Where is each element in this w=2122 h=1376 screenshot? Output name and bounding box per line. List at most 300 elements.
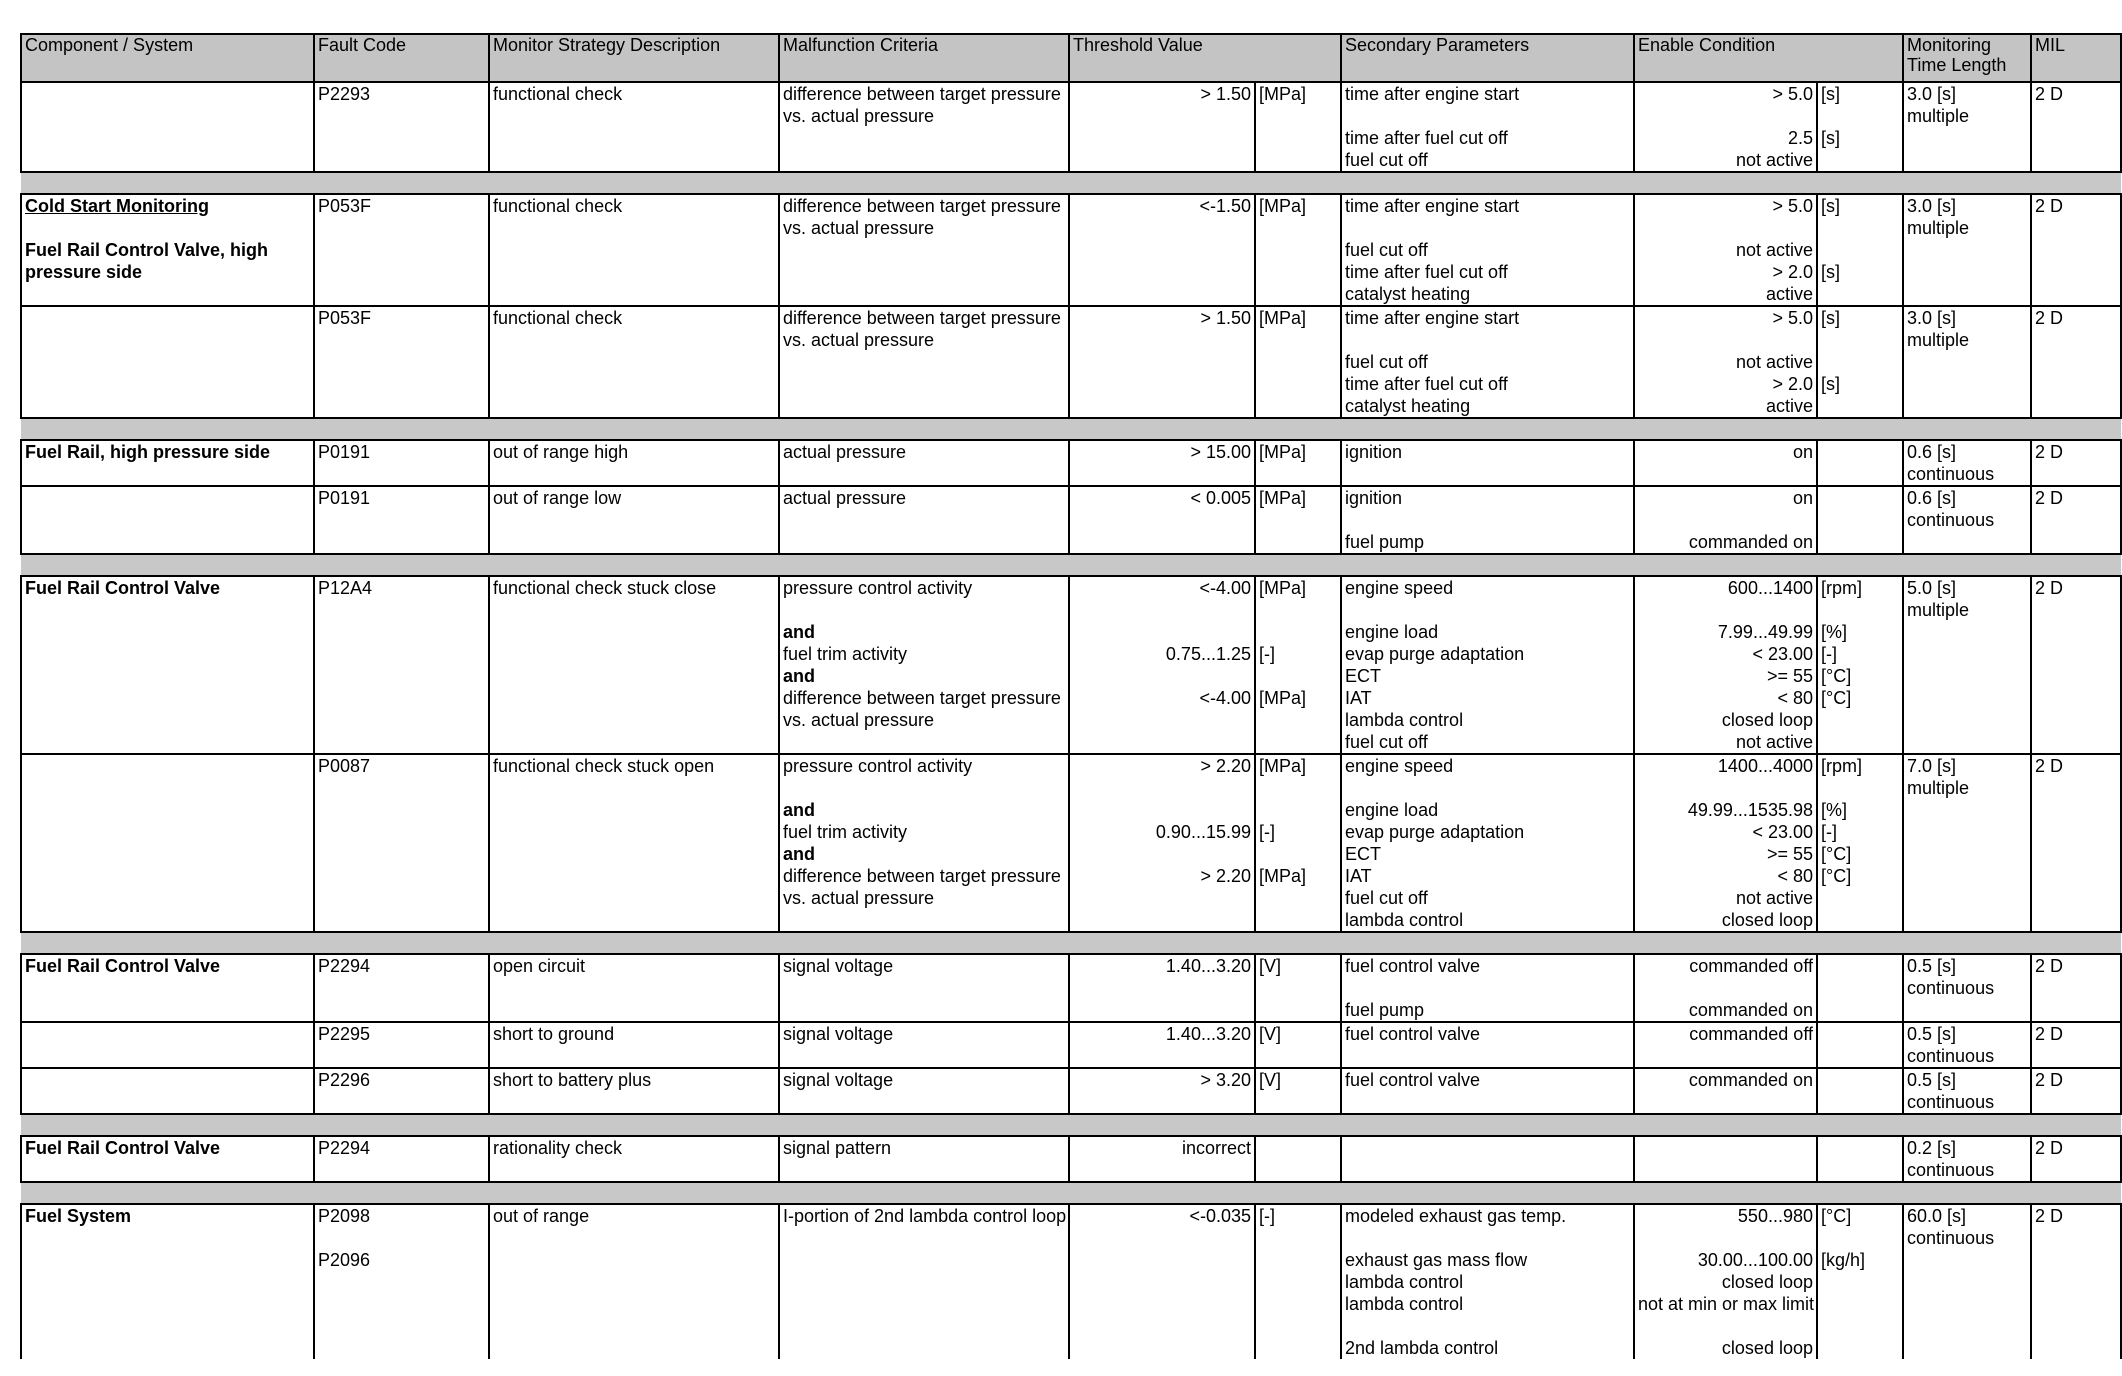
threshold-unit-cell	[1255, 1227, 1341, 1249]
separator-cell	[21, 554, 2121, 576]
mil-cell	[2031, 821, 2121, 843]
table-row	[21, 643, 2121, 665]
strategy-cell	[489, 621, 779, 643]
table-row	[21, 194, 2121, 217]
secondary-parameter-cell: IAT	[1341, 865, 1634, 887]
secondary-parameter-cell	[1341, 599, 1634, 621]
component-cell	[21, 665, 314, 687]
enable-value-cell: 7.99...49.99	[1634, 621, 1817, 643]
malfunction-cell: and	[779, 799, 1069, 821]
threshold-value-cell	[1069, 777, 1255, 799]
fault-code-cell	[314, 1045, 489, 1068]
component-cell	[21, 709, 314, 731]
strategy-cell	[489, 777, 779, 799]
strategy-cell	[489, 1315, 779, 1337]
enable-unit-cell	[1817, 1022, 1903, 1045]
component-cell	[21, 463, 314, 486]
threshold-value-cell: <-0.035	[1069, 1204, 1255, 1227]
monitoring-time-cell: 0.5 [s]	[1903, 1022, 2031, 1045]
fault-code-cell	[314, 1315, 489, 1337]
threshold-unit-cell	[1255, 887, 1341, 909]
strategy-cell	[489, 1249, 779, 1271]
secondary-parameter-cell	[1341, 1227, 1634, 1249]
mil-cell: 2 D	[2031, 306, 2121, 329]
secondary-parameter-cell: 2nd lambda control	[1341, 1337, 1634, 1359]
enable-value-cell: not active	[1634, 731, 1817, 754]
threshold-value-cell: 1.40...3.20	[1069, 1022, 1255, 1045]
enable-unit-cell	[1817, 909, 1903, 932]
mil-cell: 2 D	[2031, 194, 2121, 217]
threshold-value-cell	[1069, 217, 1255, 239]
header-enable: Enable Condition	[1634, 34, 1903, 82]
threshold-unit-cell: [MPa]	[1255, 440, 1341, 463]
threshold-value-cell	[1069, 105, 1255, 127]
secondary-parameter-cell	[1341, 777, 1634, 799]
secondary-parameter-cell: lambda control	[1341, 1293, 1634, 1315]
threshold-value-cell	[1069, 1159, 1255, 1182]
mil-cell	[2031, 1227, 2121, 1249]
strategy-cell: short to battery plus	[489, 1068, 779, 1091]
fault-code-cell	[314, 665, 489, 687]
table-row	[21, 283, 2121, 306]
strategy-cell: functional check	[489, 194, 779, 217]
enable-value-cell: not active	[1634, 239, 1817, 261]
threshold-unit-cell: [MPa]	[1255, 306, 1341, 329]
strategy-cell	[489, 909, 779, 932]
monitoring-time-cell	[1903, 887, 2031, 909]
mil-cell	[2031, 665, 2121, 687]
threshold-unit-cell	[1255, 329, 1341, 351]
malfunction-cell	[779, 1271, 1069, 1293]
malfunction-cell: and	[779, 843, 1069, 865]
secondary-parameter-cell: lambda control	[1341, 1271, 1634, 1293]
threshold-unit-cell: [V]	[1255, 1022, 1341, 1045]
component-cell	[21, 1091, 314, 1114]
table-row	[21, 1204, 2121, 1227]
malfunction-cell	[779, 999, 1069, 1022]
table-row	[21, 709, 2121, 731]
enable-value-cell: active	[1634, 395, 1817, 418]
table-row	[21, 261, 2121, 283]
component-cell	[21, 127, 314, 149]
fault-code-cell	[314, 909, 489, 932]
monitoring-time-cell: continuous	[1903, 1159, 2031, 1182]
threshold-value-cell	[1069, 395, 1255, 418]
monitoring-time-cell: multiple	[1903, 217, 2031, 239]
mil-cell: 2 D	[2031, 1068, 2121, 1091]
component-cell	[21, 329, 314, 351]
fault-code-cell: P12A4	[314, 576, 489, 599]
component-cell	[21, 599, 314, 621]
fault-code-cell	[314, 599, 489, 621]
header-component: Component / System	[21, 34, 314, 82]
component-cell	[21, 149, 314, 172]
separator-cell	[21, 172, 2121, 194]
monitoring-time-cell	[1903, 283, 2031, 306]
component-cell: Fuel Rail Control Valve, high	[21, 239, 314, 261]
enable-value-cell: < 23.00	[1634, 821, 1817, 843]
monitoring-time-cell	[1903, 621, 2031, 643]
enable-unit-cell	[1817, 239, 1903, 261]
threshold-value-cell	[1069, 373, 1255, 395]
fault-code-cell	[314, 999, 489, 1022]
malfunction-cell: difference between target pressure	[779, 687, 1069, 709]
threshold-value-cell: > 3.20	[1069, 1068, 1255, 1091]
threshold-unit-cell	[1255, 261, 1341, 283]
monitoring-time-cell: continuous	[1903, 977, 2031, 999]
enable-value-cell: > 5.0	[1634, 194, 1817, 217]
table-row	[21, 217, 2121, 239]
monitoring-time-cell	[1903, 261, 2031, 283]
monitoring-time-cell: multiple	[1903, 329, 2031, 351]
threshold-unit-cell	[1255, 463, 1341, 486]
component-cell	[21, 283, 314, 306]
mil-cell: 2 D	[2031, 440, 2121, 463]
enable-unit-cell	[1817, 149, 1903, 172]
enable-unit-cell	[1817, 463, 1903, 486]
monitoring-time-cell	[1903, 395, 2031, 418]
mil-cell	[2031, 909, 2121, 932]
fault-code-cell	[314, 149, 489, 172]
mil-cell	[2031, 731, 2121, 754]
secondary-parameter-cell: ECT	[1341, 843, 1634, 865]
threshold-value-cell: > 1.50	[1069, 82, 1255, 105]
threshold-value-cell	[1069, 1293, 1255, 1315]
malfunction-cell: I-portion of 2nd lambda control loop	[779, 1204, 1069, 1227]
secondary-parameter-cell	[1341, 463, 1634, 486]
mil-cell: 2 D	[2031, 1136, 2121, 1159]
threshold-unit-cell	[1255, 1159, 1341, 1182]
threshold-unit-cell	[1255, 1293, 1341, 1315]
table-row	[21, 1045, 2121, 1068]
enable-value-cell	[1634, 777, 1817, 799]
strategy-cell	[489, 799, 779, 821]
enable-value-cell	[1634, 1315, 1817, 1337]
component-cell	[21, 1022, 314, 1045]
mil-cell	[2031, 395, 2121, 418]
enable-unit-cell	[1817, 1136, 1903, 1159]
enable-unit-cell: [°C]	[1817, 1204, 1903, 1227]
enable-unit-cell: [%]	[1817, 799, 1903, 821]
monitoring-time-cell	[1903, 709, 2031, 731]
threshold-unit-cell	[1255, 395, 1341, 418]
secondary-parameter-cell: fuel pump	[1341, 999, 1634, 1022]
threshold-value-cell: 1.40...3.20	[1069, 954, 1255, 977]
header-monitoring	[1903, 34, 2031, 82]
enable-value-cell: 1400...4000	[1634, 754, 1817, 777]
enable-value-cell	[1634, 599, 1817, 621]
monitoring-time-cell: multiple	[1903, 105, 2031, 127]
enable-value-cell: commanded off	[1634, 1022, 1817, 1045]
enable-unit-cell	[1817, 329, 1903, 351]
enable-value-cell: commanded off	[1634, 954, 1817, 977]
malfunction-cell: vs. actual pressure	[779, 105, 1069, 127]
secondary-parameter-cell: time after fuel cut off	[1341, 261, 1634, 283]
enable-unit-cell: [°C]	[1817, 665, 1903, 687]
malfunction-cell	[779, 509, 1069, 531]
threshold-value-cell: < 0.005	[1069, 486, 1255, 509]
malfunction-cell: fuel trim activity	[779, 643, 1069, 665]
fault-code-cell	[314, 821, 489, 843]
secondary-parameter-cell: time after fuel cut off	[1341, 127, 1634, 149]
secondary-parameter-cell: engine load	[1341, 799, 1634, 821]
threshold-value-cell	[1069, 599, 1255, 621]
fault-code-cell: P2098	[314, 1204, 489, 1227]
header-strategy: Monitor Strategy Description	[489, 34, 779, 82]
table-row	[21, 486, 2121, 509]
mil-cell	[2031, 599, 2121, 621]
enable-unit-cell: [-]	[1817, 821, 1903, 843]
mil-cell	[2031, 1315, 2121, 1337]
component-cell	[21, 977, 314, 999]
enable-value-cell	[1634, 1091, 1817, 1114]
component-cell	[21, 687, 314, 709]
enable-unit-cell: [s]	[1817, 373, 1903, 395]
enable-unit-cell	[1817, 531, 1903, 554]
fault-code-cell	[314, 261, 489, 283]
component-cell	[21, 486, 314, 509]
component-cell	[21, 1249, 314, 1271]
enable-value-cell	[1634, 1045, 1817, 1068]
monitoring-time-cell	[1903, 643, 2031, 665]
threshold-unit-cell	[1255, 843, 1341, 865]
secondary-parameter-cell: lambda control	[1341, 909, 1634, 932]
fault-code-cell	[314, 1227, 489, 1249]
strategy-cell: functional check	[489, 306, 779, 329]
fault-code-cell	[314, 865, 489, 887]
threshold-value-cell: incorrect	[1069, 1136, 1255, 1159]
component-cell	[21, 1068, 314, 1091]
malfunction-cell	[779, 261, 1069, 283]
malfunction-cell	[779, 283, 1069, 306]
header-monitoring-line1: Monitoring	[1907, 35, 1992, 55]
enable-value-cell: 2.5	[1634, 127, 1817, 149]
secondary-parameter-cell: engine speed	[1341, 754, 1634, 777]
fault-code-cell: P2096	[314, 1249, 489, 1271]
strategy-cell	[489, 127, 779, 149]
mil-cell	[2031, 531, 2121, 554]
monitoring-time-cell: 0.5 [s]	[1903, 954, 2031, 977]
enable-value-cell: > 5.0	[1634, 306, 1817, 329]
mil-cell: 2 D	[2031, 1204, 2121, 1227]
malfunction-cell	[779, 1315, 1069, 1337]
threshold-value-cell	[1069, 149, 1255, 172]
malfunction-cell	[779, 977, 1069, 999]
threshold-value-cell	[1069, 843, 1255, 865]
threshold-value-cell: > 1.50	[1069, 306, 1255, 329]
malfunction-cell	[779, 463, 1069, 486]
secondary-parameter-cell	[1341, 1045, 1634, 1068]
malfunction-cell	[779, 149, 1069, 172]
malfunction-cell	[779, 1337, 1069, 1359]
strategy-cell	[489, 531, 779, 554]
enable-unit-cell	[1817, 105, 1903, 127]
enable-unit-cell: [s]	[1817, 306, 1903, 329]
monitoring-time-cell	[1903, 731, 2031, 754]
component-cell	[21, 531, 314, 554]
fault-code-cell: P053F	[314, 306, 489, 329]
monitoring-time-cell	[1903, 909, 2031, 932]
mil-cell	[2031, 709, 2121, 731]
malfunction-cell: vs. actual pressure	[779, 709, 1069, 731]
strategy-cell: out of range high	[489, 440, 779, 463]
threshold-unit-cell: [MPa]	[1255, 82, 1341, 105]
monitoring-time-cell: 3.0 [s]	[1903, 306, 2031, 329]
threshold-value-cell	[1069, 1337, 1255, 1359]
strategy-cell	[489, 105, 779, 127]
component-cell: Fuel Rail Control Valve	[21, 576, 314, 599]
threshold-unit-cell	[1255, 351, 1341, 373]
malfunction-cell: pressure control activity	[779, 576, 1069, 599]
strategy-cell: functional check stuck open	[489, 754, 779, 777]
strategy-cell	[489, 1045, 779, 1068]
monitoring-time-cell	[1903, 127, 2031, 149]
fault-code-cell	[314, 531, 489, 554]
table-row	[21, 306, 2121, 329]
fault-code-cell	[314, 373, 489, 395]
secondary-parameter-cell: evap purge adaptation	[1341, 821, 1634, 843]
fault-code-cell	[314, 777, 489, 799]
table-row	[21, 621, 2121, 643]
fault-code-cell	[314, 887, 489, 909]
mil-cell	[2031, 283, 2121, 306]
enable-unit-cell: [%]	[1817, 621, 1903, 643]
strategy-cell: open circuit	[489, 954, 779, 977]
threshold-value-cell: <-4.00	[1069, 576, 1255, 599]
monitoring-time-cell: continuous	[1903, 1227, 2031, 1249]
secondary-parameter-cell: catalyst heating	[1341, 395, 1634, 418]
component-cell	[21, 777, 314, 799]
strategy-cell	[489, 709, 779, 731]
threshold-unit-cell	[1255, 127, 1341, 149]
component-cell: Cold Start Monitoring	[21, 194, 314, 217]
threshold-unit-cell	[1255, 1136, 1341, 1159]
threshold-value-cell	[1069, 887, 1255, 909]
strategy-cell	[489, 643, 779, 665]
obd-monitor-table	[20, 33, 2122, 1359]
strategy-cell	[489, 977, 779, 999]
threshold-value-cell	[1069, 351, 1255, 373]
component-cell	[21, 909, 314, 932]
secondary-parameter-cell	[1341, 1315, 1634, 1337]
threshold-unit-cell	[1255, 599, 1341, 621]
secondary-parameter-cell: time after fuel cut off	[1341, 373, 1634, 395]
threshold-unit-cell: [V]	[1255, 1068, 1341, 1091]
mil-cell	[2031, 777, 2121, 799]
mil-cell: 2 D	[2031, 486, 2121, 509]
monitoring-time-cell	[1903, 1337, 2031, 1359]
secondary-parameter-cell	[1341, 217, 1634, 239]
enable-unit-cell	[1817, 731, 1903, 754]
monitoring-time-cell	[1903, 239, 2031, 261]
table-row	[21, 754, 2121, 777]
monitoring-time-cell	[1903, 687, 2031, 709]
enable-unit-cell: [s]	[1817, 261, 1903, 283]
threshold-value-cell	[1069, 261, 1255, 283]
mil-cell: 2 D	[2031, 576, 2121, 599]
enable-unit-cell	[1817, 395, 1903, 418]
secondary-parameter-cell: fuel cut off	[1341, 149, 1634, 172]
table-row	[21, 731, 2121, 754]
fault-code-cell	[314, 1091, 489, 1114]
monitoring-time-cell	[1903, 373, 2031, 395]
enable-value-cell: < 80	[1634, 687, 1817, 709]
strategy-cell	[489, 1159, 779, 1182]
threshold-unit-cell: [MPa]	[1255, 754, 1341, 777]
enable-value-cell: closed loop	[1634, 709, 1817, 731]
header-malfunction: Malfunction Criteria	[779, 34, 1069, 82]
enable-value-cell: on	[1634, 486, 1817, 509]
fault-code-cell	[314, 1271, 489, 1293]
enable-unit-cell	[1817, 709, 1903, 731]
threshold-unit-cell: [MPa]	[1255, 865, 1341, 887]
table-row	[21, 1249, 2121, 1271]
strategy-cell	[489, 731, 779, 754]
enable-value-cell: 30.00...100.00	[1634, 1249, 1817, 1271]
strategy-cell	[489, 351, 779, 373]
mil-cell	[2031, 1249, 2121, 1271]
threshold-value-cell	[1069, 799, 1255, 821]
mil-cell	[2031, 217, 2121, 239]
component-cell	[21, 643, 314, 665]
enable-unit-cell	[1817, 1293, 1903, 1315]
table-row	[21, 576, 2121, 599]
monitoring-time-cell	[1903, 1271, 2031, 1293]
threshold-unit-cell	[1255, 777, 1341, 799]
mil-cell	[2031, 105, 2121, 127]
fault-code-cell: P2293	[314, 82, 489, 105]
table-row	[21, 665, 2121, 687]
component-cell	[21, 1159, 314, 1182]
threshold-value-cell: 0.75...1.25	[1069, 643, 1255, 665]
threshold-value-cell	[1069, 1045, 1255, 1068]
threshold-unit-cell	[1255, 105, 1341, 127]
enable-value-cell: on	[1634, 440, 1817, 463]
secondary-parameter-cell	[1341, 1159, 1634, 1182]
mil-cell	[2031, 351, 2121, 373]
component-cell: Fuel Rail Control Valve	[21, 954, 314, 977]
mil-cell	[2031, 261, 2121, 283]
threshold-value-cell	[1069, 127, 1255, 149]
enable-value-cell: closed loop	[1634, 909, 1817, 932]
enable-unit-cell: [s]	[1817, 82, 1903, 105]
secondary-parameter-cell: catalyst heating	[1341, 283, 1634, 306]
fault-code-cell	[314, 977, 489, 999]
strategy-cell	[489, 687, 779, 709]
threshold-unit-cell	[1255, 709, 1341, 731]
component-cell	[21, 799, 314, 821]
mil-cell	[2031, 1293, 2121, 1315]
mil-cell	[2031, 687, 2121, 709]
header-mil: MIL	[2031, 34, 2121, 82]
strategy-cell	[489, 395, 779, 418]
monitoring-time-cell: 5.0 [s]	[1903, 576, 2031, 599]
table-row	[21, 329, 2121, 351]
monitoring-time-cell	[1903, 149, 2031, 172]
monitoring-time-cell	[1903, 865, 2031, 887]
strategy-cell: functional check	[489, 82, 779, 105]
threshold-value-cell	[1069, 709, 1255, 731]
threshold-value-cell: <-1.50	[1069, 194, 1255, 217]
threshold-unit-cell: [MPa]	[1255, 486, 1341, 509]
mil-cell: 2 D	[2031, 1022, 2121, 1045]
mil-cell	[2031, 1159, 2121, 1182]
table-row	[21, 1091, 2121, 1114]
mil-cell: 2 D	[2031, 82, 2121, 105]
mil-cell	[2031, 621, 2121, 643]
strategy-cell	[489, 261, 779, 283]
fault-code-cell	[314, 329, 489, 351]
